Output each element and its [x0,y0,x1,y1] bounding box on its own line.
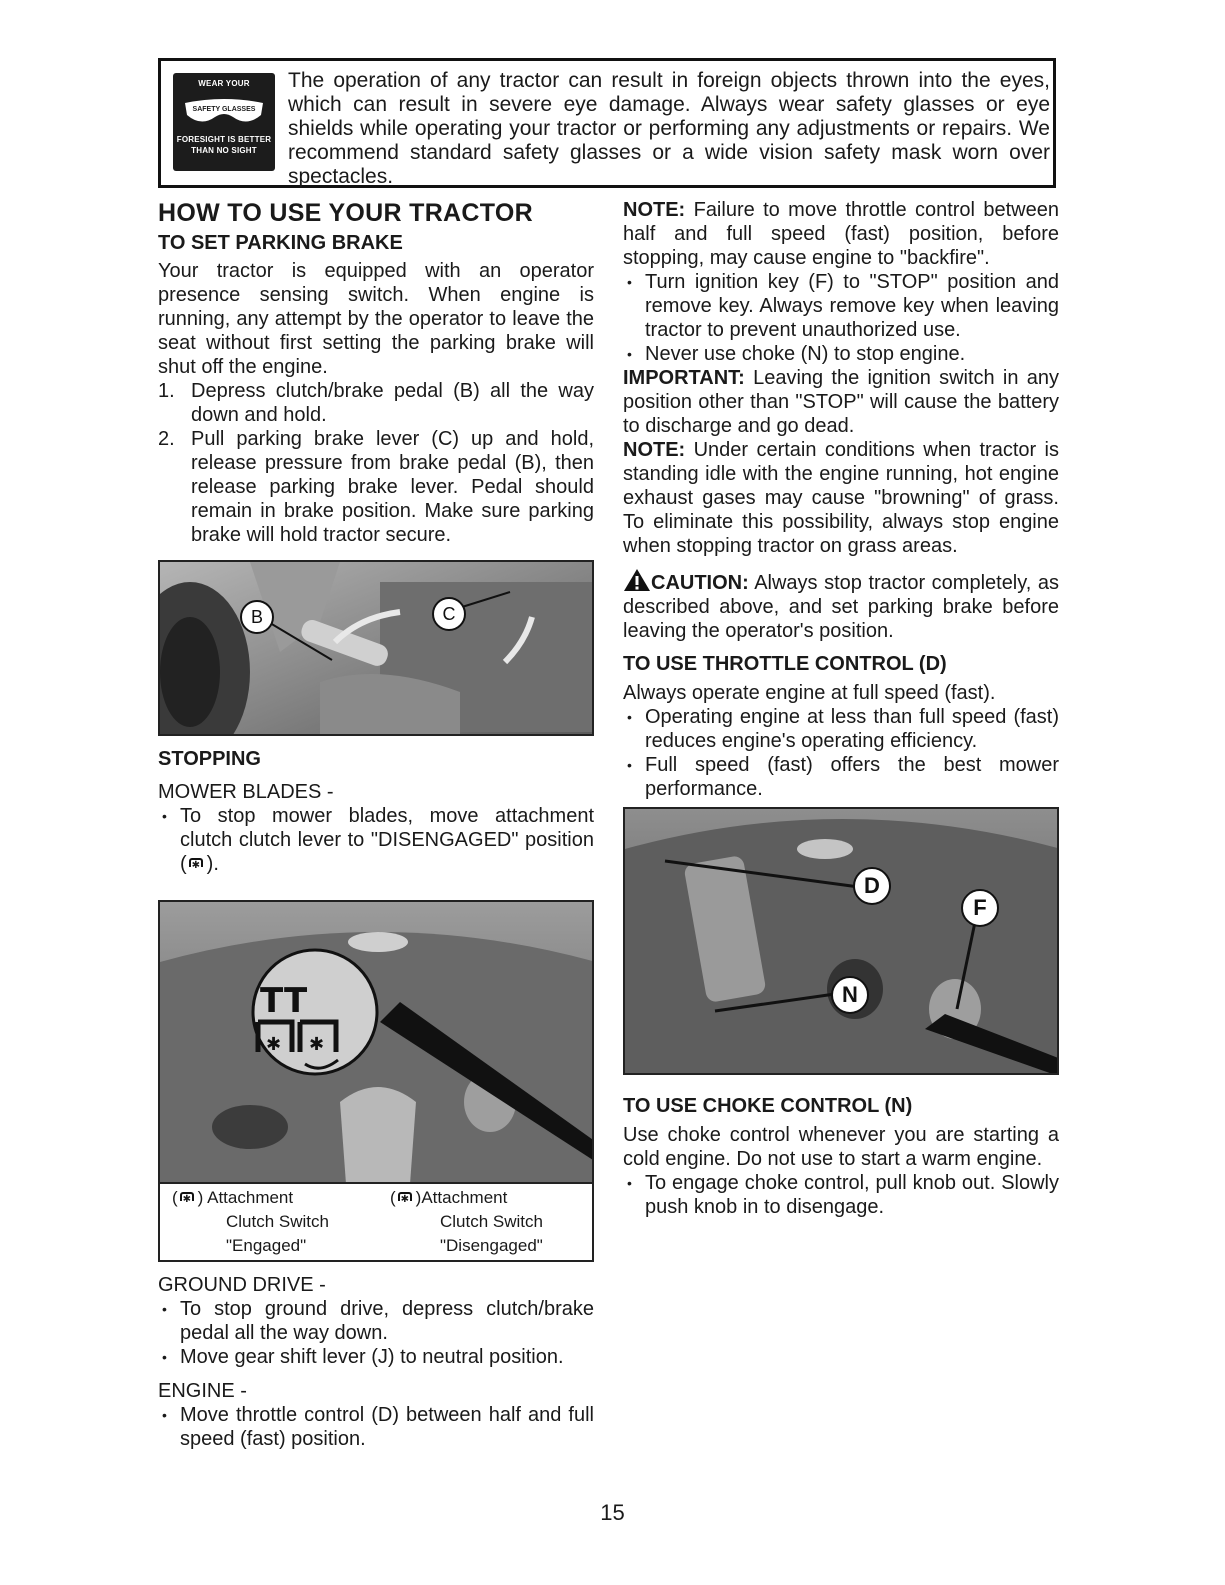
list-item: • To engage choke control, pull knob out. Slowly push knob in to disengage. [623,1171,1059,1219]
caution-note: CAUTION: Always stop tractor completely, as described above, and set parking brake before leaving the operator's position. [623,568,1059,643]
list-item: • Turn ignition key (F) to "STOP" position and remove key. Always remove key when leaving tractor to prevent unauthorized use. [623,270,1059,342]
list-item: • Operating engine at less than full speed (fast) reduces engine's operating efficiency. [623,705,1059,753]
engine-label: ENGINE - [158,1380,247,1402]
stopping-heading: STOPPING [158,748,261,770]
list-item: • To stop mower blades, move attachment clutch clutch lever to "DISENGAGED" position (✱ ). [158,804,594,876]
safety-glasses-icon [173,73,275,171]
list-item: • Full speed (fast) offers the best mower performance. [623,753,1059,801]
list-item: • To stop ground drive, depress clutch/brake pedal all the way down. [158,1297,594,1345]
choke-list [623,1171,1059,1219]
controls-photo [623,807,1059,1075]
step-item: 1. Depress clutch/brake pedal (B) all the way down and hold. [158,380,594,426]
parking-brake-intro: Your tractor is equipped with an operator presence sensing switch. When engine is running, any attempt by the operator to leave the seat without first setting the parking brake will shut off the engine. [158,260,594,378]
list-item: • Move gear shift lever (J) to neutral position. [158,1345,594,1369]
caution-triangle-icon [623,568,651,592]
warning-text: The operation of any tractor can result in foreign objects thrown into the eyes, which can result in severe eye damage. Always wear safety glasses or eye shields while operating your tractor or performing any adjustments or repairs. We recommend standard safety glasses or a wide vision safety mask worn over spectacles. [288,69,1050,188]
right-column [623,198,1059,1219]
disengaged-symbol-icon [396,1192,416,1206]
page-number: 15 [600,1500,625,1525]
attachment-clutch-photo [158,900,594,1262]
stop-engine-list [623,270,1059,366]
svg-text:✱: ✱ [309,1034,325,1055]
safety-glasses-warning [158,58,1056,188]
note-browning: NOTE: Under certain conditions when tractor is standing idle with the engine running, hot engine exhaust gases may cause "browning" of grass. To eliminate this possibility, always stop engine when stopping tractor on grass areas. [623,439,1059,557]
icon-text-foresight: FORESIGHT IS BETTER [176,135,272,144]
caption-disengaged: (✱ )Attachment Clutch Switch "Disengaged" [390,1186,543,1258]
parking-brake-heading: TO SET PARKING BRAKE [158,232,403,254]
throttle-heading: TO USE THROTTLE CONTROL (D) [623,653,947,675]
left-column [158,198,594,1451]
ground-drive-list [158,1297,594,1369]
important-note: IMPORTANT: Leaving the ignition switch in any position other than "STOP" will cause the battery to discharge and go dead. [623,367,1059,437]
parking-brake-steps [158,379,594,547]
callout-d: D [853,867,891,905]
callout-b: B [240,600,274,634]
icon-text-no-sight: THAN NO SIGHT [191,146,257,155]
caption-engaged: (✱ ) Attachment Clutch Switch "Engaged" [172,1186,329,1258]
callout-c: C [432,597,466,631]
callout-f: F [961,889,999,927]
clutch-switch-captions [160,1182,592,1262]
throttle-list [623,705,1059,801]
engine-list [158,1403,594,1451]
disengaged-symbol-icon [187,858,207,872]
icon-text-safety-glasses: SAFETY GLASSES [192,106,256,113]
svg-text:TT: TT [260,981,308,1021]
list-item: • Move throttle control (D) between half and full speed (fast) position. [158,1403,594,1451]
engaged-symbol-icon [178,1192,198,1206]
note-backfire: NOTE: Failure to move throttle control between half and full speed (fast) position, before stopping, may cause engine to "backfire". [623,199,1059,269]
mower-blades-label: MOWER BLADES - [158,781,334,803]
choke-heading: TO USE CHOKE CONTROL (N) [623,1095,913,1117]
icon-text-wear-your: WEAR YOUR [198,79,250,88]
list-item: • Never use choke (N) to stop engine. [623,342,1059,366]
callout-n: N [831,976,869,1014]
ground-drive-label: GROUND DRIVE - [158,1274,326,1296]
parking-brake-photo [158,560,594,736]
throttle-intro: Always operate engine at full speed (fast). [623,682,996,704]
svg-text:✱: ✱ [266,1034,282,1055]
section-title: HOW TO USE YOUR TRACTOR [158,199,533,227]
mower-blades-list [158,804,594,876]
choke-intro: Use choke control whenever you are starting a cold engine. Do not use to start a warm engine. [623,1124,1059,1170]
step-item: 2. Pull parking brake lever (C) up and hold, release pressure from brake pedal (B), then release parking brake lever. Pedal should remain in brake position. Make sure parking brake will hold tractor secure. [158,428,594,546]
